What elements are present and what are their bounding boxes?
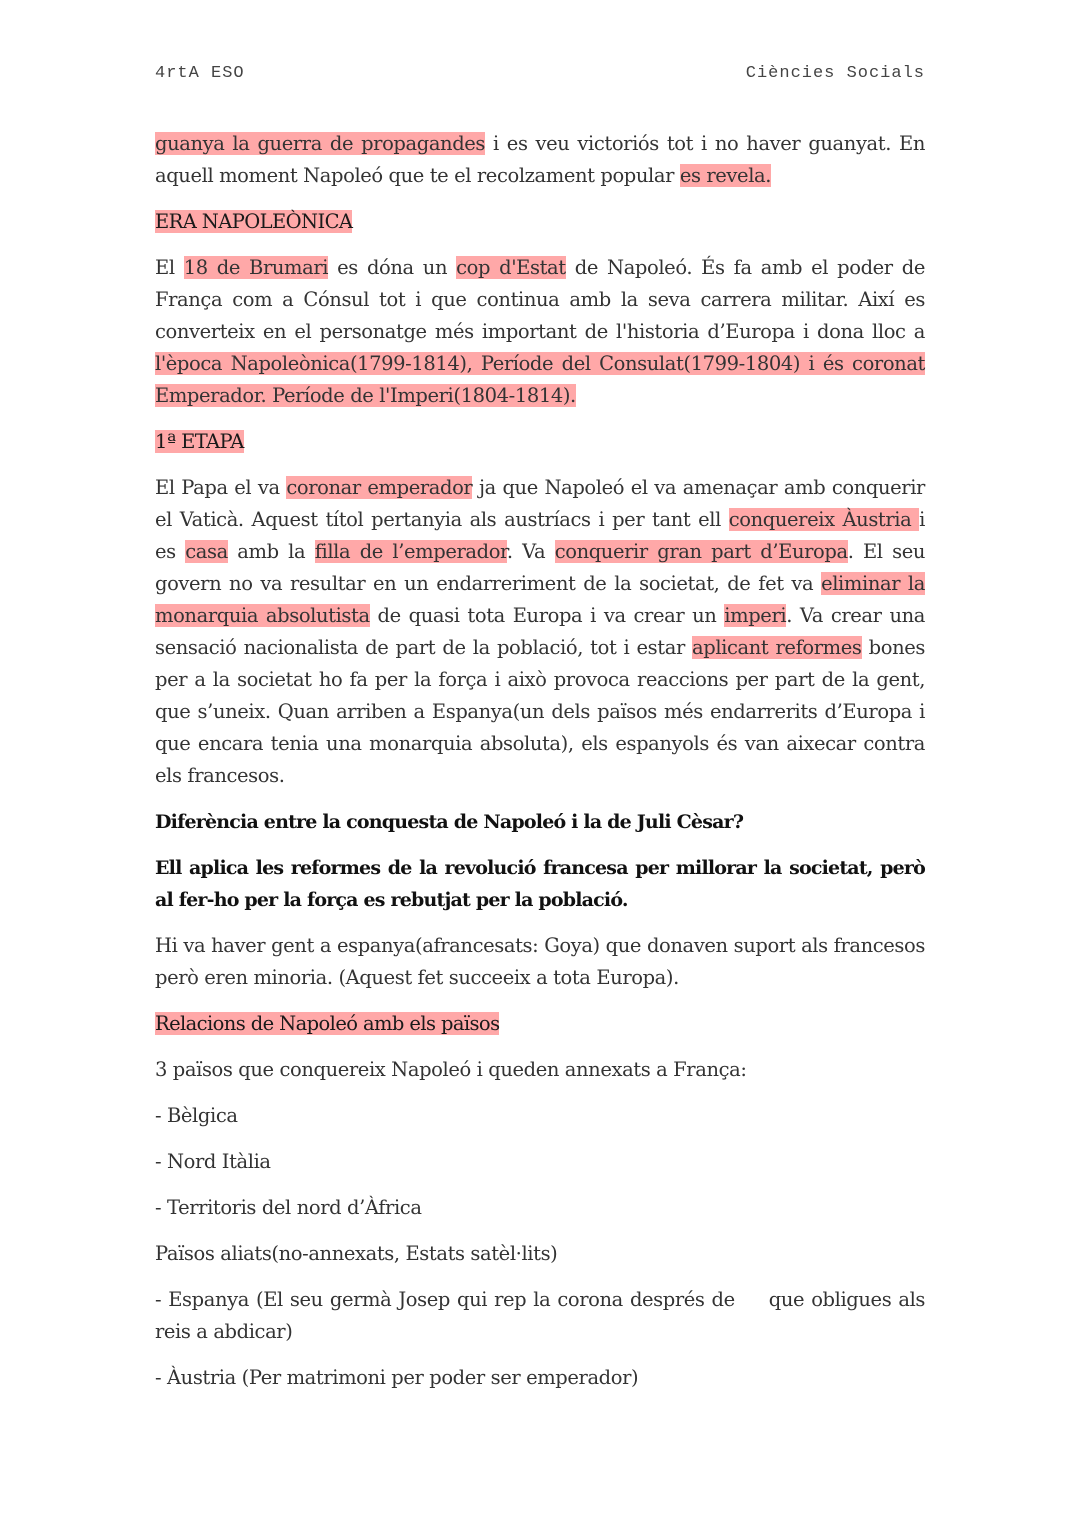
- paragraph-etapa: El Papa el va coronar emperador ja que Napoleó el va amenaçar amb conquerir el Vaticà. Aquest títol pertanyia als austríacs i per tant ell conquereix Àustria i es casa amb la filla de l’emperador. Va conquerir gran part d’Europa. El seu govern no va resultar en un endarreriment de la societat, de fet va eliminar la monarquia absolutista de quasi tota Europa i va crear un imperi. Va crear una sensació nacionalista de part de la població, tot i estar aplicant reformes bones per a la societat ho fa per la força i això provoca reaccions per part de la gent, que s’uneix. Quan arriben a Espanya(un dels països més endarrerits d’Europa i que encara tenia una monarquia absoluta), els espanyols és van aixecar contra els francesos.: [155, 476, 926, 787]
- highlight: eliminar la monarquia absolutista: [155, 572, 925, 627]
- paragraph-afrancesats: Hi va haver gent a espanya(afrancesats: Goya) que donaven suport als francesos però eren minoria. (Aquest fet succeeix a tota Europa).: [155, 934, 925, 989]
- header-class: 4rtA ESO: [155, 64, 245, 83]
- highlight: es revela.: [679, 164, 772, 187]
- highlight: conquerir gran part d’Europa: [554, 540, 848, 563]
- section-heading-relacions: Relacions de Napoleó amb els països: [155, 1012, 500, 1035]
- highlight: 18 de Brumari: [183, 256, 329, 279]
- document-body: [155, 128, 925, 1408]
- answer-difference: Ell aplica les reformes de la revolució francesa per millorar la societat, però al fer-ho per la força es rebutjat per la població.: [155, 857, 925, 911]
- section-heading-era-napoleonica: ERA NAPOLEÒNICA: [155, 210, 353, 233]
- paragraph-brumari: El 18 de Brumari es dóna un cop d'Estat de Napoleó. És fa amb el poder de França com a Cónsul tot i que continua amb la seva carrera militar. Així es converteix en el personatge més important de l'historia d’Europa i dona lloc a l'època Napoleònica(1799-1814), Període del Consulat(1799-1804) i és coronat Emperador. Període de l'Imperi(1804-1814).: [155, 256, 925, 407]
- highlight: cop d'Estat: [456, 256, 566, 279]
- highlight: l'època Napoleònica(1799-1814), Període del Consulat(1799-1804) i és coronat Emperador. Període de l'Imperi(1804-1814).: [155, 352, 925, 407]
- question-difference: Diferència entre la conquesta de Napoleó i la de Juli Cèsar?: [155, 811, 744, 833]
- paragraph-propaganda: guanya la guerra de propagandes i es veu victoriós tot i no haver guanyat. En aquell moment Napoleó que te el recolzament popular es revela.: [155, 132, 925, 187]
- highlight: conquereix Àustria: [728, 508, 920, 531]
- list-item-annexed: - Territoris del nord d’Àfrica: [155, 1196, 422, 1219]
- paragraph-allies-intro: Països aliats(no-annexats, Estats satèl·lits): [155, 1242, 558, 1265]
- header-subject: Ciències Socials: [745, 64, 925, 83]
- paragraph-annexed-intro: 3 països que conquereix Napoleó i queden annexats a França:: [155, 1058, 747, 1081]
- list-item-annexed: - Bèlgica: [155, 1104, 238, 1127]
- highlight: aplicant reformes: [692, 636, 862, 659]
- highlight: filla de l’emperador: [314, 540, 507, 563]
- highlight: imperi: [724, 604, 787, 627]
- list-item-ally-austria: - Àustria (Per matrimoni per poder ser emperador): [155, 1366, 639, 1389]
- highlight: coronar emperador: [286, 476, 473, 499]
- highlight: casa: [185, 540, 228, 563]
- page-header: [155, 64, 925, 86]
- list-item-annexed: - Nord Itàlia: [155, 1150, 271, 1173]
- section-heading-1a-etapa: 1ª ETAPA: [155, 430, 244, 453]
- list-item-ally-spain: - Espanya (El seu germà Josep qui rep la corona després de que obligues als reis a abdicar): [155, 1288, 926, 1343]
- highlight: guanya la guerra de propagandes: [155, 132, 486, 155]
